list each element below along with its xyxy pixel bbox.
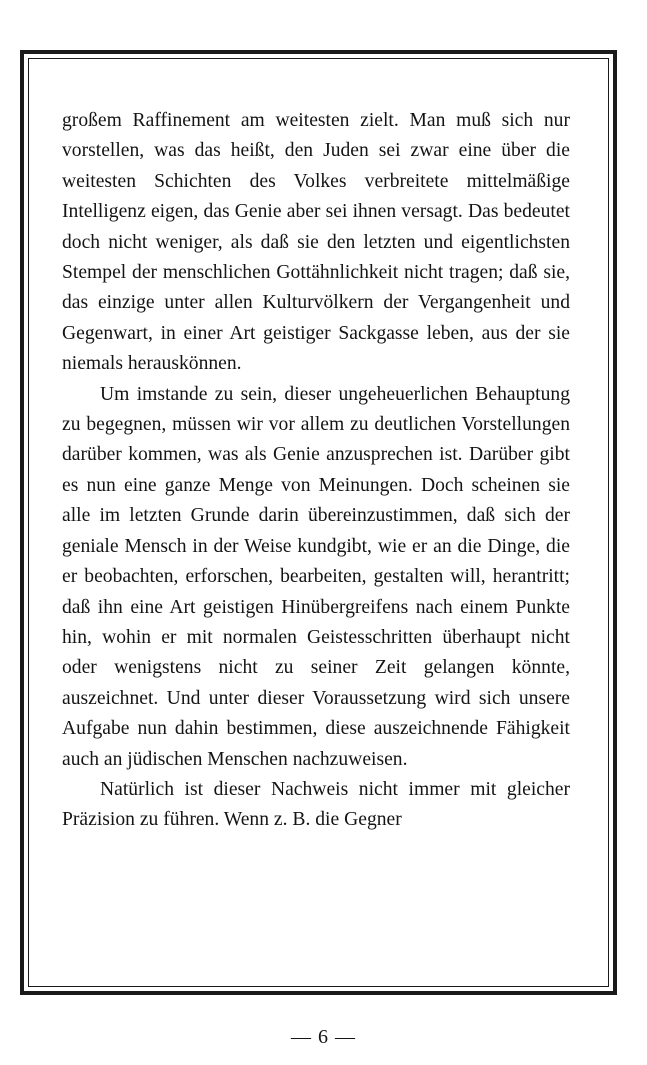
paragraph-2: Um imstande zu sein, dieser ungeheuerlichen Behauptung zu begegnen, müssen wir vor allem zu deutlichen Vorstellungen darüber kommen, was als Genie anzusprechen ist. Darüber gibt es nun eine ganze Menge von Meinungen. Doch scheinen sie alle im letzten Grunde darin übereinzustimmen, daß sich der geniale Mensch in der Weise kundgibt, wie er an die Dinge, die er beobachten, erforschen, bearbeiten, gestalten will, herantritt; daß ihn eine Art geistigen Hinübergreifens nach einem Punkte hin, wohin er mit normalen Geistesschritten überhaupt nicht oder wenigstens nicht zu seiner Zeit gelangen könnte, auszeichnet. Und unter dieser Voraussetzung wird sich unsere Aufgabe nun dahin bestimmen, diese auszeichnende Fähigkeit auch an jüdischen Menschen nachzuweisen.: [62, 383, 570, 770]
body-text: [62, 106, 570, 836]
page-number: — 6 —: [291, 1026, 356, 1048]
paragraph-3: Natürlich ist dieser Nachweis nicht immer mit gleicher Präzision zu führen. Wenn z. B. die Gegner: [62, 778, 570, 831]
paragraph-1: großem Raffinement am weitesten zielt. Man muß sich nur vorstellen, was das heißt, den Juden sei zwar eine über die weitesten Schichten des Volkes verbreitete mittelmäßige Intelligenz eigen, das Genie aber sei ihnen versagt. Das bedeutet doch nicht weniger, als daß sie den letzten und eigentlichsten Stempel der menschlichen Gottähnlichkeit nicht tragen; daß sie, das einzige unter allen Kulturvölkern der Vergangenheit und Gegenwart, in einer Art geistiger Sackgasse leben, aus der sie niemals herauskönnen.: [62, 110, 570, 375]
